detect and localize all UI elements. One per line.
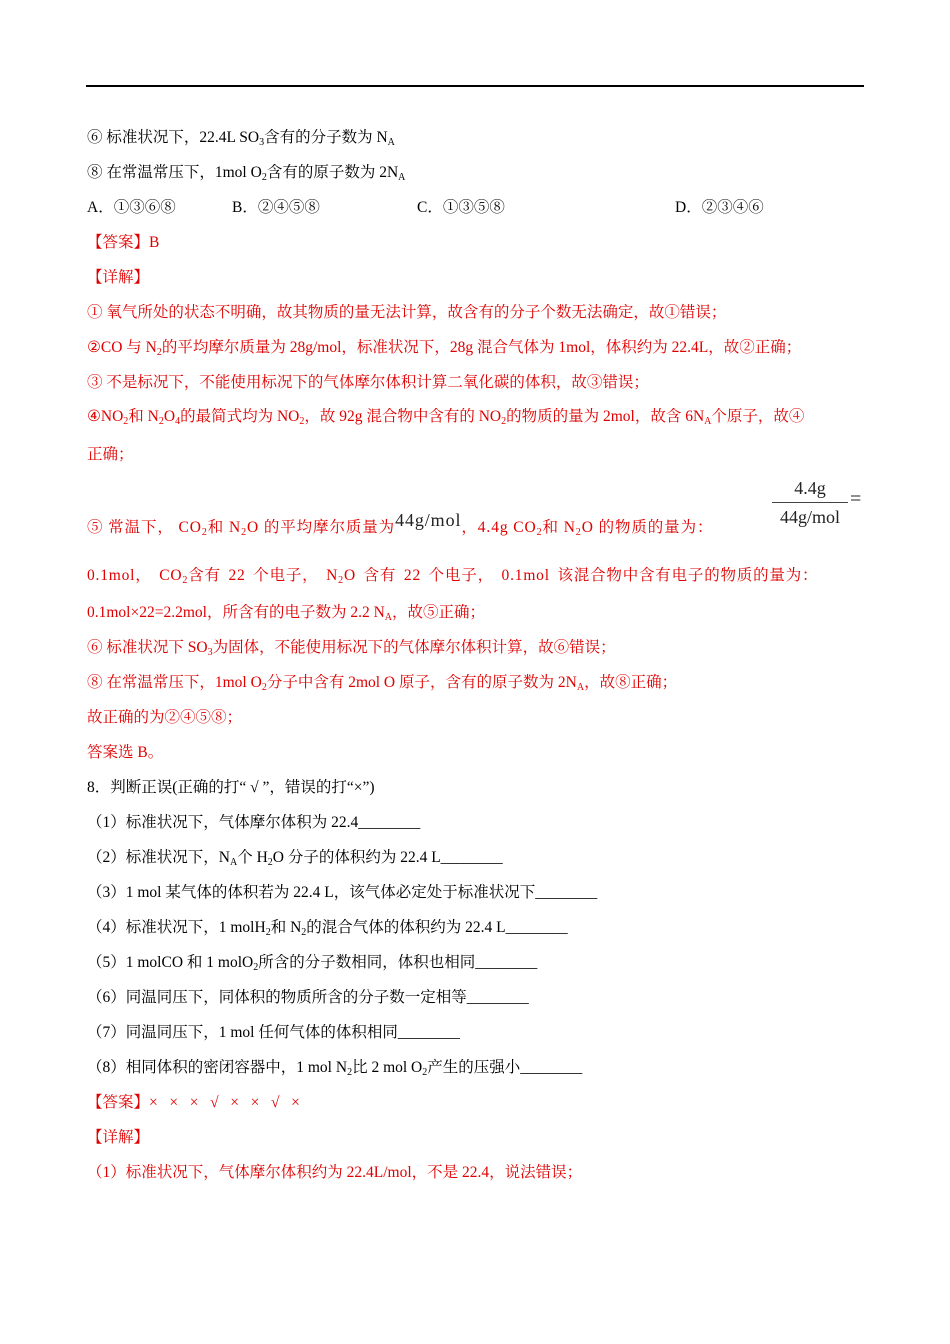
q8-statement-6: （6）同温同压下，同体积的物质所含的分子数一定相等________	[87, 989, 529, 1006]
q8-statement-5: （5）1 molCO 和 1 molO$_2$所含的分子数相同，体积也相同________	[87, 954, 538, 973]
fraction-bar	[772, 502, 848, 503]
statement-8: ⑧ 在常温常压下，1mol $O_2$含有的原子数为 $2N_A$	[87, 164, 406, 183]
option-c: C．①③⑤⑧	[417, 199, 505, 216]
detail-1: ① 氧气所处的状态不明确，故其物质的量无法计算，故含有的分子个数无法确定，故①错误；	[87, 304, 727, 321]
detail-4: $④NO_2$和 $N_2O_4$的最简式均为 $NO_2$，故 92g 混合物中含有的 $NO_2$的物质的量为 2mol，故含 $6N_A$个原子，故④	[87, 408, 805, 427]
q8-statement-1: （1）标准状况下，气体摩尔体积为 22.4________	[87, 814, 421, 831]
detail-8: ⑧ 在常温常压下，1mol $O_2$分子中含有 2mol O 原子，含有的原子数为 $2N_A$，故⑧正确；	[87, 674, 678, 693]
option-d: D．②③④⑥	[675, 199, 764, 216]
statement-6: ⑥ 标准状况下，22.4L $SO_3$含有的分子数为 $N_A$	[87, 129, 395, 148]
molar-mass-value: 44g/mol	[395, 510, 462, 530]
detail-5-line3: 0.1mol×22=2.2mol，所含有的电子数为 2.2 $N_A$，故⑤正确；	[87, 604, 486, 623]
header-rule	[86, 85, 864, 87]
detail-5-line2: 0.1mol， $CO_2$含有 22 个电子， $N_2O$ 含有 22 个电子， 0.1mol 该混合物中含有电子的物质的量为：	[87, 567, 819, 586]
fraction-numerator: 4.4g	[794, 478, 826, 498]
final-answer: 答案选 B。	[87, 744, 164, 761]
q8-statement-4: （4）标准状况下，1 molH$_2$和 $N_2$的混合气体的体积约为 22.4 L________	[87, 919, 568, 938]
detail-6: ⑥ 标准状况下 $SO_3$为固体，不能使用标况下的气体摩尔体积计算，故⑥错误；	[87, 639, 616, 658]
conclusion: 故正确的为②④⑤⑧；	[87, 709, 243, 726]
detail-3: ③ 不是标况下，不能使用标况下的气体摩尔体积计算二氧化碳的体积，故③错误；	[87, 374, 649, 391]
q8-detail-label: 【详解】	[87, 1129, 150, 1146]
option-a: A．①③⑥⑧	[87, 199, 176, 216]
q8-statement-8: （8）相同体积的密闭容器中，1 mol $N_2$比 2 mol $O_2$产生的压强小________	[87, 1059, 583, 1078]
question-8-title: 8．判断正误(正确的打“ √ ”，错误的打“×”)	[87, 779, 375, 796]
detail-label: 【详解】	[87, 269, 150, 286]
detail-5: ⑤ 常温下， $CO_2$和 $N_2O$ 的平均摩尔质量为44g/mol，4.4g $CO_2$和 $N_2O$ 的物质的量为：	[87, 510, 714, 538]
q8-statement-2: （2）标准状况下，$N_A$个 $H_2O$ 分子的体积约为 22.4 L________	[87, 849, 503, 868]
equals-sign: =	[850, 488, 862, 510]
detail-4-cont: 正确；	[87, 446, 134, 463]
q8-detail-1: （1）标准状况下，气体摩尔体积约为 22.4L/mol，不是 22.4，说法错误；	[87, 1164, 583, 1181]
fraction-denominator: 44g/mol	[779, 507, 840, 527]
answer-label: 【答案】B	[87, 234, 160, 251]
detail-2: ②CO 与 $N_2$的平均摩尔质量为 28g/mol，标准状况下，28g 混合气体为 1mol，体积约为 22.4L，故②正确；	[87, 339, 802, 358]
q8-statement-3: （3）1 mol 某气体的体积若为 22.4 L，该气体必定处于标准状况下________	[87, 884, 598, 901]
q8-answer: 【答案】× × × √ × × √ ×	[87, 1094, 300, 1111]
fraction	[772, 476, 848, 529]
option-b: B．②④⑤⑧	[232, 199, 320, 216]
q8-statement-7: （7）同温同压下，1 mol 任何气体的体积相同________	[87, 1024, 460, 1041]
